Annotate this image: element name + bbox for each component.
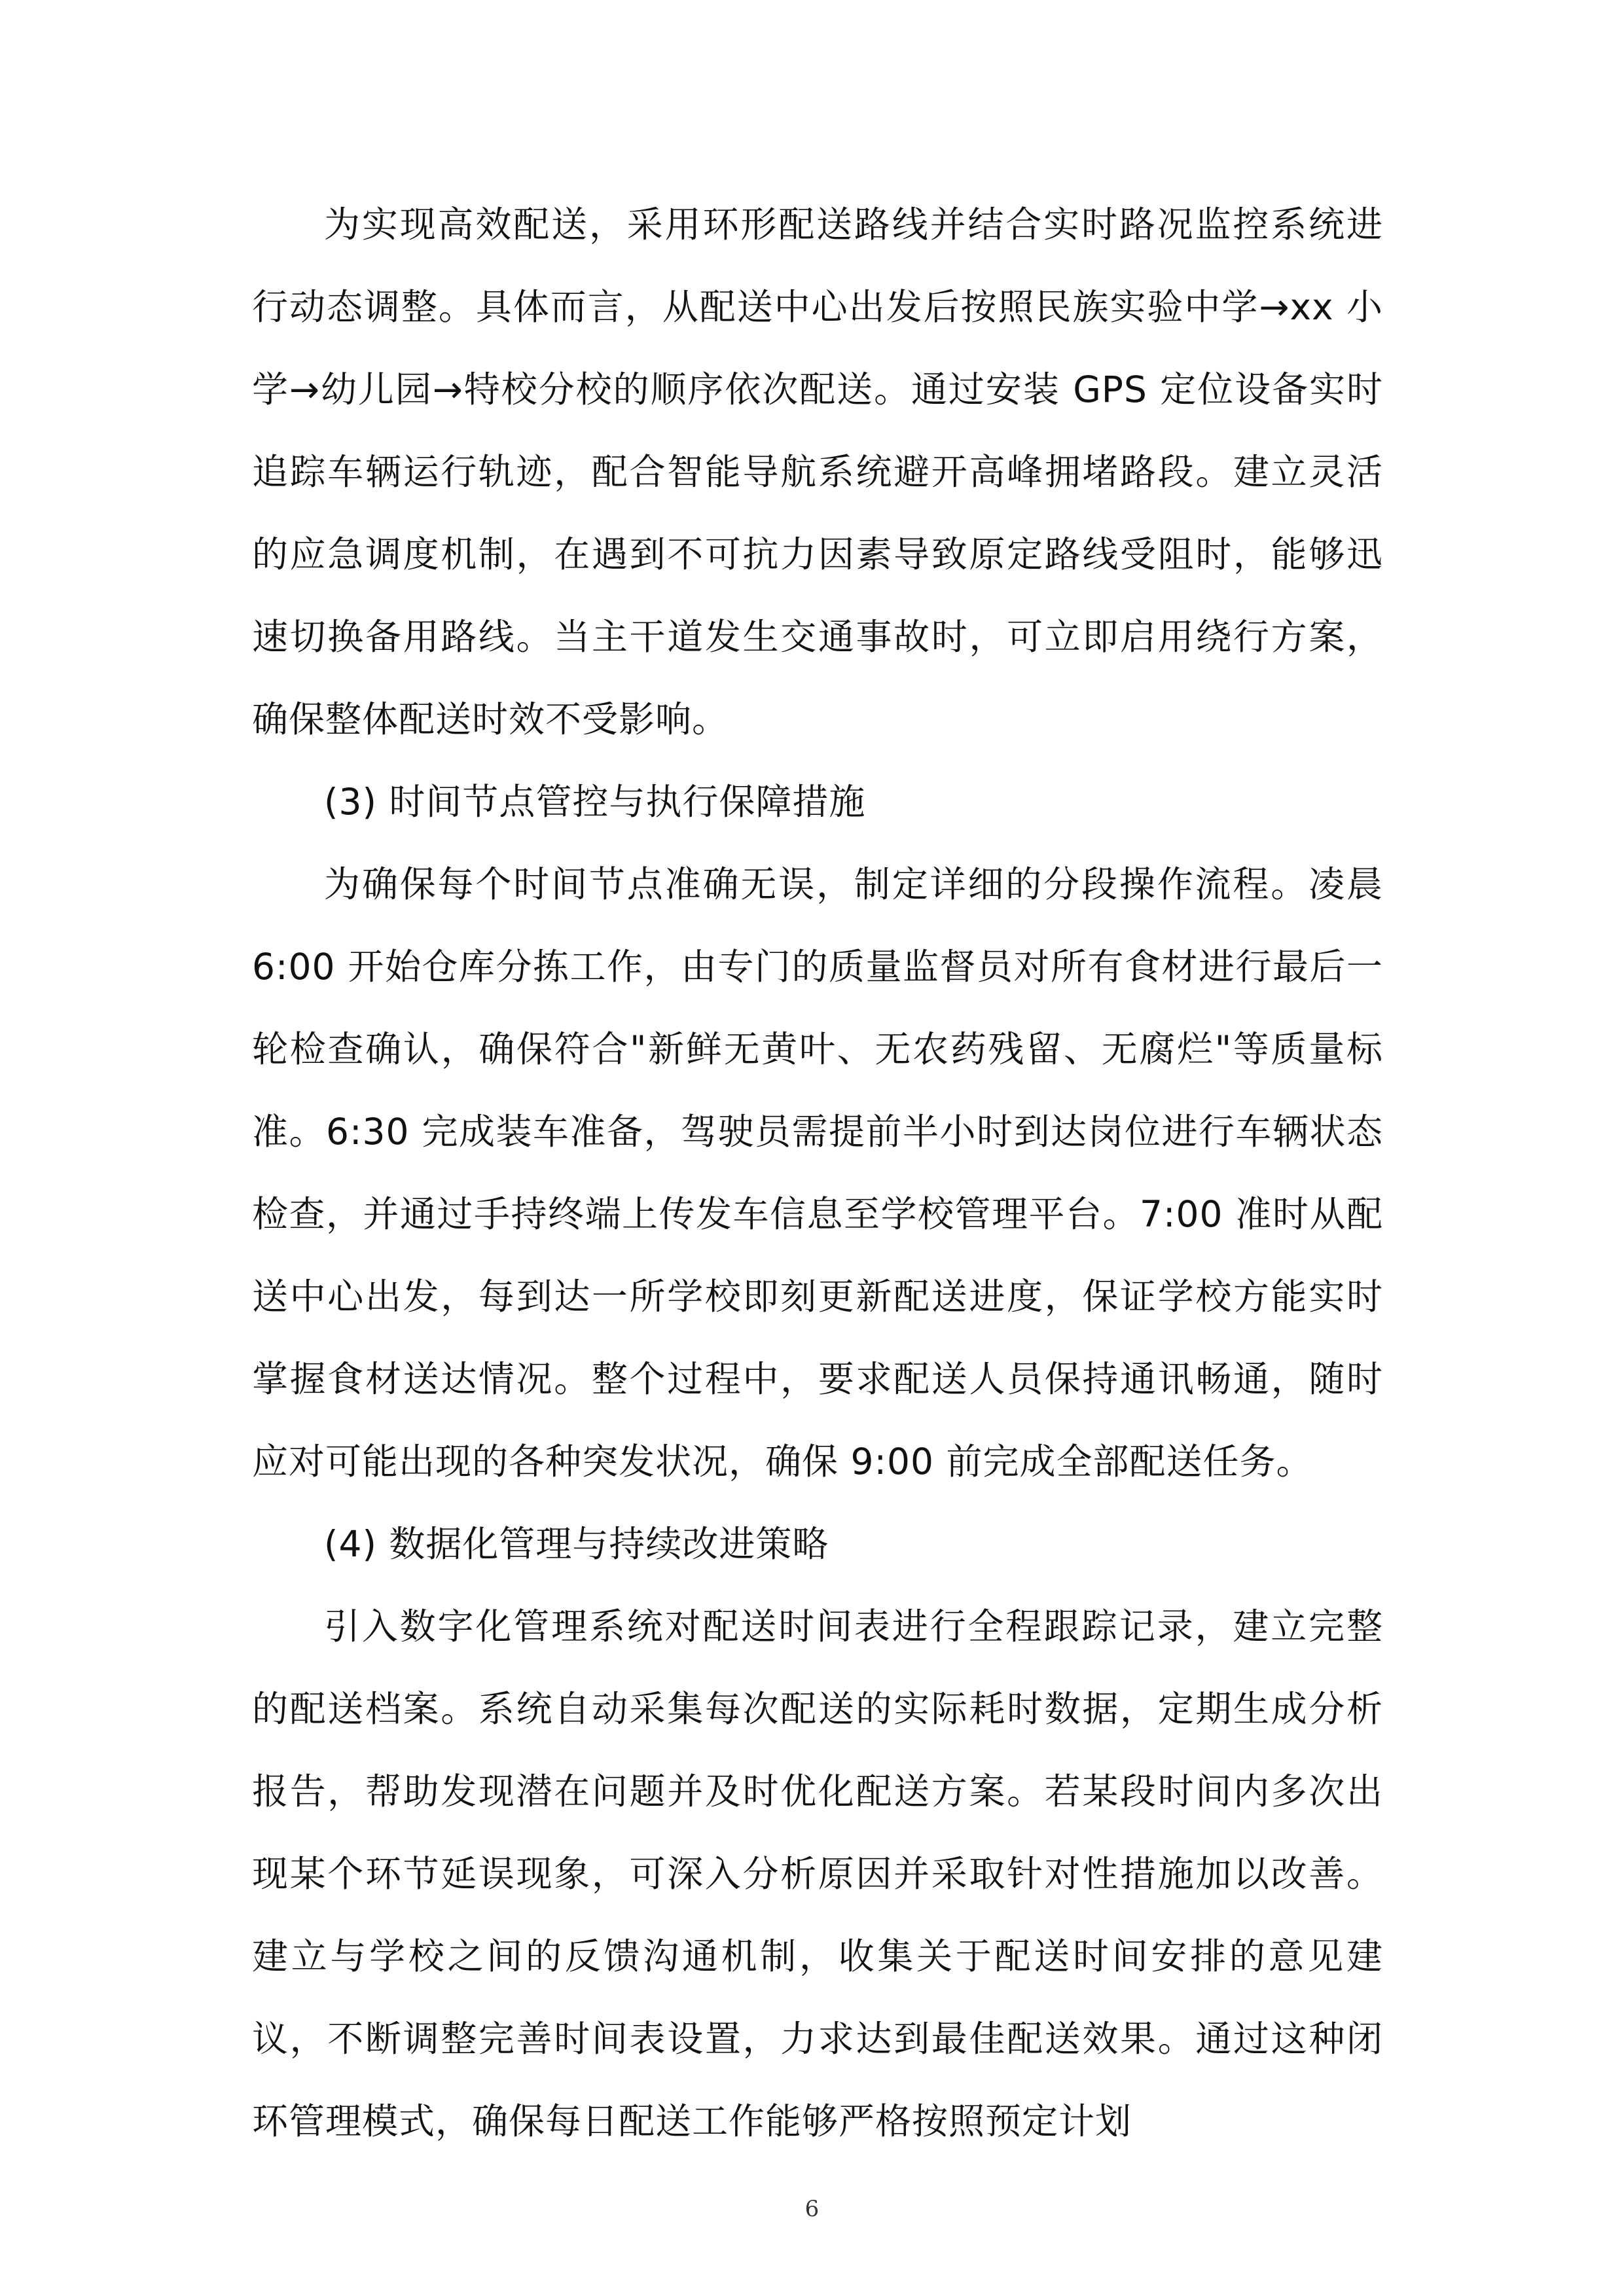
page-number: 6 (804, 2196, 820, 2222)
section-heading-3: (3) 时间节点管控与执行保障措施 (324, 781, 866, 823)
document-body (252, 183, 1383, 2162)
paragraph-data-management: 引入数字化管理系统对配送时间表进行全程跟踪记录，建立完整的配送档案。系统自动采集每次配送的实际耗时数据，定期生成分析报告，帮助发现潜在问题并及时优化配送方案。若某段时间内多次出现某个环节延误现象，可深入分析原因并采取针对性措施加以改善。建立与学校之间的反馈沟通机制，收集关于配送时间安排的意见建议，不断调整完善时间表设置，力求达到最佳配送效果。通过这种闭环管理模式，确保每日配送工作能够严格按照预定计划 (252, 1605, 1383, 2142)
paragraph-route-planning: 为实现高效配送，采用环形配送路线并结合实时路况监控系统进行动态调整。具体而言，从配送中心出发后按照民族实验中学→xx 小学→幼儿园→特校分校的顺序依次配送。通过安装 GPS 定位设备实时追踪车辆运行轨迹，配合智能导航系统避开高峰拥堵路段。建立灵活的应急调度机制，在遇到不可抗力因素导致原定路线受阻时，能够迅速切换备用路线。当主干道发生交通事故时，可立即启用绕行方案，确保整体配送时效不受影响。 (252, 204, 1383, 740)
paragraph-time-control: 为确保每个时间节点准确无误，制定详细的分段操作流程。凌晨 6:00 开始仓库分拣工作，由专门的质量监督员对所有食材进行最后一轮检查确认，确保符合"新鲜无黄叶、无农药残留、无腐烂"等质量标准。6:30 完成装车准备，驾驶员需提前半小时到达岗位进行车辆状态检查，并通过手持终端上传发车信息至学校管理平台。7:00 准时从配送中心出发，每到达一所学校即刻更新配送进度，保证学校方能实时掌握食材送达情况。整个过程中，要求配送人员保持通讯畅通，随时应对可能出现的各种突发状况，确保 9:00 前完成全部配送任务。 (252, 863, 1383, 1482)
section-heading-4: (4) 数据化管理与持续改进策略 (324, 1523, 829, 1565)
